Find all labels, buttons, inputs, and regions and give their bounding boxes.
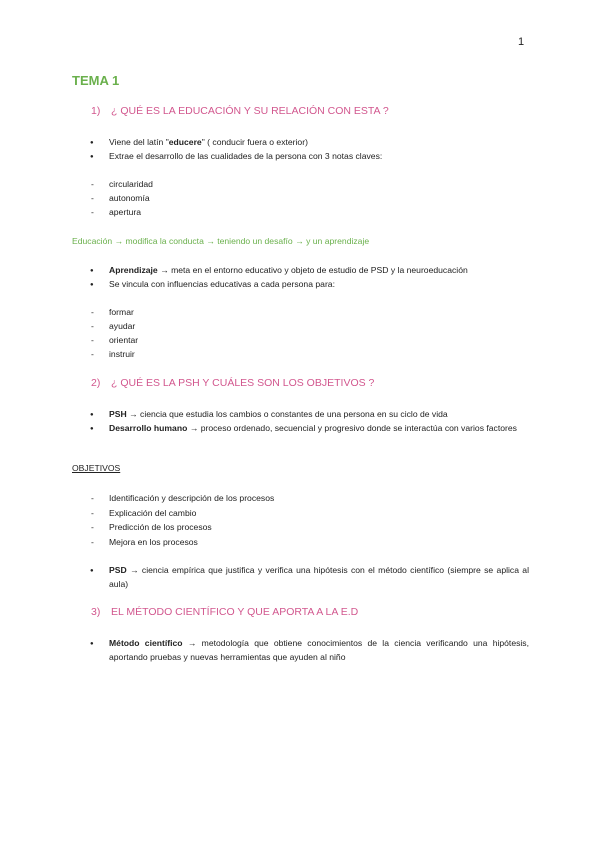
- bold-term: Método científico: [109, 638, 183, 648]
- section-3-number: 3): [91, 606, 101, 618]
- bold-term: Aprendizaje: [109, 265, 158, 275]
- list-item: [109, 263, 529, 277]
- text: → ciencia que estudia los cambios o constantes de una persona en su ciclo de vida: [126, 409, 448, 419]
- text: → metodología que obtiene conocimientos de la ciencia verificando una hipótesis, aportando pruebas y nuevas herramientas que ayuden al niño: [109, 638, 529, 662]
- list-item: - instruir: [109, 347, 529, 361]
- list-item: - Predicción de los procesos: [109, 520, 529, 534]
- section-2-number: 2): [91, 377, 101, 389]
- objetivos-heading: OBJETIVOS: [72, 463, 121, 473]
- text: → ciencia empírica que justifica y verifica una hipótesis con el método científico (siempre se aplica al aula): [109, 565, 529, 589]
- list-item: [109, 407, 529, 421]
- text: " ( conducir fuera o exterior): [201, 137, 308, 147]
- section-1-heading: [91, 105, 389, 117]
- text: → proceso ordenado, secuencial y progresivo donde se interactúa con varios factores: [187, 423, 517, 433]
- list-item: ● Extrae el desarrollo de las cualidades de la persona con 3 notas claves:: [109, 149, 529, 163]
- text: Viene del latín ": [109, 137, 169, 147]
- section-3-title: EL MÉTODO CIENTÍFICO Y QUE APORTA A LA E.D: [111, 606, 359, 618]
- list-item: - formar: [109, 305, 529, 319]
- list-item: - ayudar: [109, 319, 529, 333]
- list-item: - circularidad: [109, 177, 529, 191]
- bold-term: PSD: [109, 565, 127, 575]
- page-number: 1: [518, 36, 525, 48]
- list-item: - Explicación del cambio: [109, 506, 529, 520]
- list-item: - autonomía: [109, 191, 529, 205]
- section-1-title: ¿ QUÉ ES LA EDUCACIÓN Y SU RELACIÓN CON ESTA ?: [111, 105, 389, 117]
- list-item: [109, 636, 529, 664]
- list-item: - orientar: [109, 333, 529, 347]
- page-title: TEMA 1: [72, 73, 120, 88]
- list-item: - Identificación y descripción de los procesos: [109, 491, 529, 505]
- list-item: ● Se vincula con influencias educativas a cada persona para:: [109, 277, 529, 291]
- section-1-number: 1): [91, 105, 101, 117]
- list-item: [109, 421, 529, 435]
- section-3-heading: [91, 606, 358, 618]
- section-2-title: ¿ QUÉ ES LA PSH Y CUÁLES SON LOS OBJETIVOS ?: [111, 377, 375, 389]
- list-item: - apertura: [109, 205, 529, 219]
- bold-term: educere: [168, 137, 202, 147]
- list-item: [109, 563, 529, 591]
- bold-term: Desarrollo humano: [109, 423, 188, 433]
- list-item: [109, 135, 529, 149]
- text: → meta en el entorno educativo y objeto de estudio de PSD y la neuroeducación: [157, 265, 468, 275]
- list-item: - Mejora en los procesos: [109, 535, 529, 549]
- section-2-heading: [91, 377, 374, 389]
- bold-term: PSH: [109, 409, 127, 419]
- highlight-line: Educación → modifica la conducta → teniendo un desafío → y un aprendizaje: [72, 236, 370, 246]
